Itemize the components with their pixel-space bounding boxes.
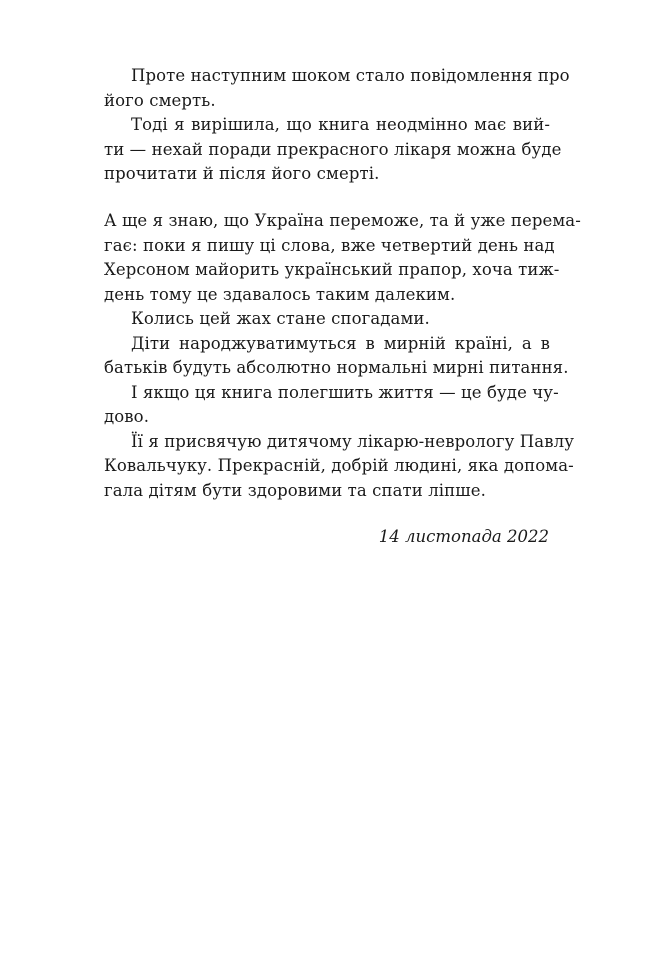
text-line: Діти народжуватимуться в мирній країні, а в: [131, 333, 550, 353]
text-line: день тому це здавалось таким далеким.: [104, 284, 456, 304]
text-line: батьків будуть абсолютно нормальні мирні питання.: [104, 358, 569, 377]
text-line: А ще я знаю, що Україна переможе, та й уже перема-: [104, 211, 581, 230]
text-line: ти — нехай поради прекрасного лікаря можна буде: [104, 139, 562, 159]
text-line: Проте наступним шоком стало повідомлення про: [131, 66, 570, 85]
text-line: Колись цей жах стане спогадами.: [131, 309, 430, 328]
text-line: прочитати й після його смерті.: [104, 164, 380, 183]
text-line: його смерть.: [104, 90, 216, 110]
text-line: гає: поки я пишу ці слова, вже четвертий день над: [104, 235, 555, 255]
text-line: дово.: [104, 407, 150, 426]
text-line: Херсоном майорить український прапор, хоча тиж-: [104, 260, 560, 279]
text-block-2: [104, 209, 581, 503]
text-line: Її я присвячую дитячому лікарю-неврологу Павлу: [131, 431, 575, 451]
text-line: гала дітям бути здоровими та спати ліпше.: [104, 480, 486, 500]
text-line: Ковальчуку. Прекрасній, добрій людині, яка допома-: [104, 456, 574, 475]
text-line: І якщо ця книга полегшить життя — це буде чу-: [131, 382, 559, 402]
signature-date: 14 листопада 2022: [378, 527, 549, 546]
text-line: Тоді я вирішила, що книга неодмінно має вий-: [131, 115, 550, 134]
text-block-1: [104, 64, 570, 187]
